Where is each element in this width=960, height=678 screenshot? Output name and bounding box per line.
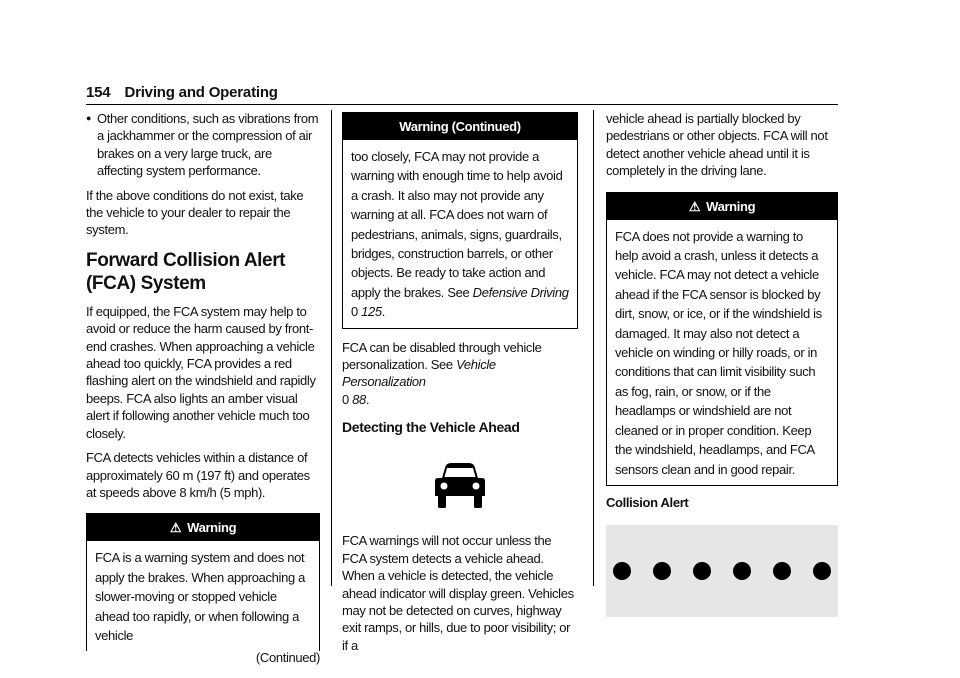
- section-heading: Forward Collision Alert (FCA) System: [86, 249, 286, 294]
- section-heading: Detecting the Vehicle Ahead: [342, 419, 520, 436]
- warning-title: Warning: [187, 520, 237, 536]
- column-2: [342, 104, 578, 661]
- page-ref[interactable]: 125: [361, 304, 382, 320]
- warning-icon: ⚠: [688, 198, 701, 214]
- list-item: [86, 110, 320, 180]
- collision-alert-display: [606, 525, 838, 617]
- paragraph: FCA detects vehicles within a distance of approximately 60 m (197 ft) and operates at speeds above 8 km/h (5 mph).: [86, 450, 310, 500]
- warning-header: [343, 113, 577, 140]
- warning-header: [607, 193, 837, 220]
- alert-light-icon: [653, 562, 671, 580]
- alert-light-icon: [693, 562, 711, 580]
- warning-title: Warning: [706, 198, 756, 214]
- alert-light-icon: [733, 562, 751, 580]
- column-divider: [331, 110, 332, 586]
- cross-ref-link[interactable]: Defensive Driving: [472, 284, 569, 300]
- warning-box: [86, 513, 320, 651]
- warning-body-text: too closely, FCA may not provide a warning with enough time to help avoid a crash. It also may not provide any warning at all. FCA does not warn of pedestrians, animals, signs, guardrails, bridges, construction barrels, or other objects. Be ready to take action and apply the brakes. See: [351, 149, 563, 300]
- bullet-text: Other conditions, such as vibrations from a jackhammer or the compression of air brakes on a very large truck, are affecting system performance.: [97, 111, 319, 179]
- continued-note: (Continued): [255, 650, 320, 666]
- column-3: [606, 110, 838, 617]
- warning-text: FCA is a warning system and does not apply the brakes. When approaching a slower-moving or stopped vehicle ahead too rapidly, or when following a vehicle: [95, 550, 305, 643]
- warning-text: too closely, FCA may not provide a warning with enough time to help avoid a crash. It also may not provide any warning at all. FCA does not warn of pedestrians, animals, signs, guardrails, bridges, construction barrels, or other objects. Be ready to take action and apply the brakes. See Defensive Driving 0 125.: [351, 149, 569, 320]
- page-ref-arrow: 0: [351, 304, 358, 320]
- paragraph: FCA warnings will not occur unless the FCA system detects a vehicle ahead. When a vehicle is detected, the vehicle ahead indicator will display green. Vehicles may not be detected on curves, highway exit ramps, or hills, due to poor visibility; or if a: [342, 533, 574, 653]
- cross-ref-link[interactable]: Vehicle Personalization: [342, 357, 496, 390]
- paragraph: vehicle ahead is partially blocked by pedestrians or other objects. FCA will not detect another vehicle ahead until it is completely in the driving lane.: [606, 111, 828, 179]
- column-divider: [593, 110, 594, 586]
- warning-text: FCA does not provide a warning to help avoid a crash, unless it detects a vehicle. FCA may not detect a vehicle ahead if the FCA sensor is blocked by dirt, snow, or ice, or if the windshield is damaged. It may also not detect a vehicle on winding or hilly roads, or in conditions that can limit visibility such as fog, rain, or snow, or if the headlamps or windshield are not cleaned or in proper condition. Keep the windshield, headlamps, and FCA sensors clean and in good repair.: [615, 228, 822, 477]
- warning-title: Warning (Continued): [399, 119, 521, 134]
- alert-light-icon: [813, 562, 831, 580]
- subheading: Collision Alert: [606, 494, 689, 510]
- paragraph: FCA can be disabled through vehicle personalization. See Vehicle Personalization 0 88.: [342, 339, 542, 407]
- vehicle-ahead-indicator: [342, 460, 578, 510]
- vehicle-ahead-icon: [433, 460, 487, 510]
- alert-light-icon: [613, 562, 631, 580]
- paragraph-text: FCA can be disabled through vehicle personalization. See: [342, 339, 542, 373]
- column-1: [86, 110, 320, 667]
- bullet-icon: ●: [86, 113, 92, 123]
- page-ref-arrow: 0: [342, 391, 349, 407]
- section-title: Driving and Operating: [124, 84, 278, 101]
- warning-header: [87, 514, 319, 541]
- warning-box: [342, 112, 578, 329]
- alert-light-icon: [773, 562, 791, 580]
- page-ref[interactable]: 88: [352, 391, 366, 407]
- warning-icon: ⚠: [169, 520, 182, 536]
- page-number: 154: [86, 84, 111, 101]
- paragraph: If the above conditions do not exist, take the vehicle to your dealer to repair the system.: [86, 187, 304, 238]
- paragraph: If equipped, the FCA system may help to avoid or reduce the harm caused by front-end crashes. When approaching a vehicle ahead too quickly, FCA provides a red flashing alert on the windshield and rapidly beeps. FCA also lights an amber visual alert if following another vehicle much too closely.: [86, 303, 316, 441]
- page-header: [86, 84, 838, 101]
- warning-box: [606, 192, 838, 486]
